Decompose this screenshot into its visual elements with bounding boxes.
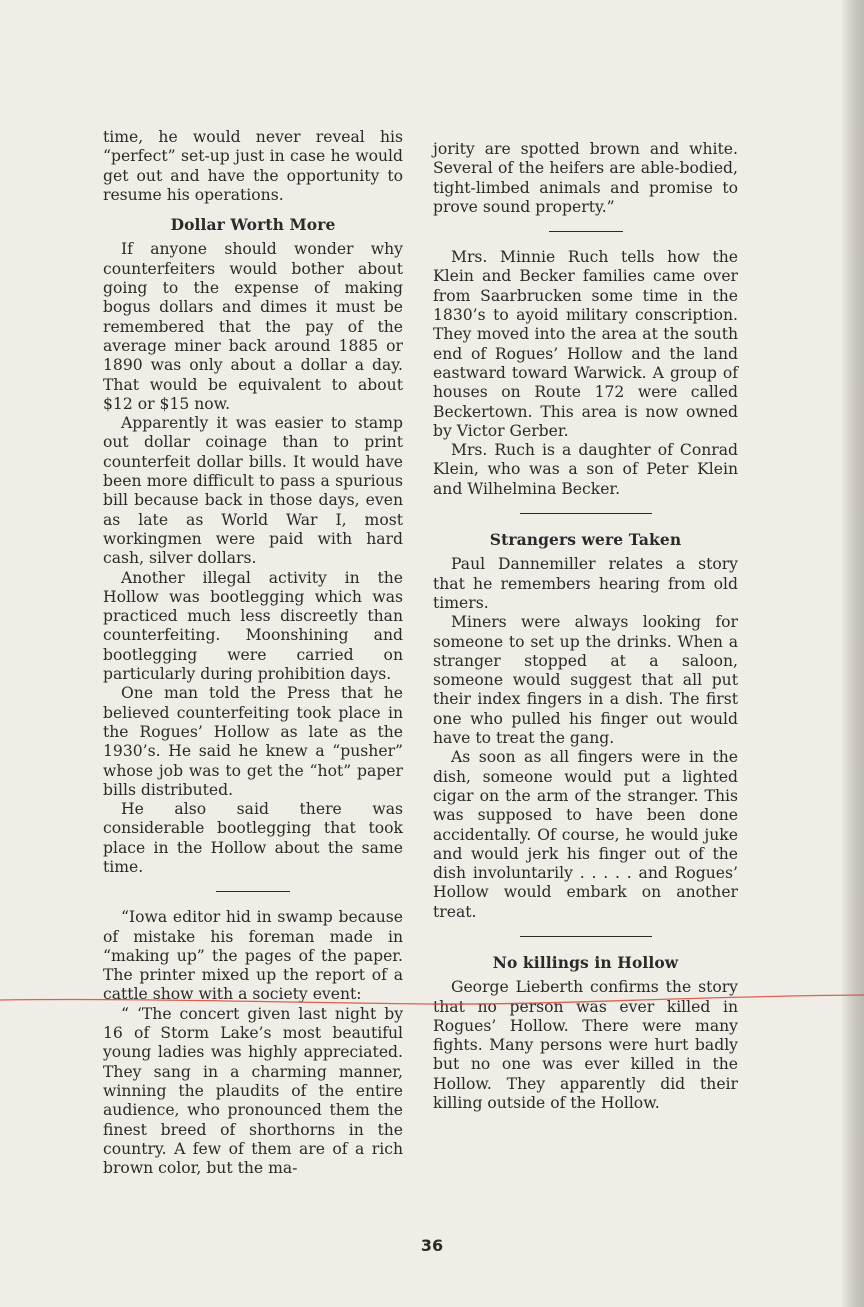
dollar-paragraph: If anyone should wonder why counterfeiters would bother about going to the expense of making bogus dollars and dimes it must be remembered that the pay of the average miner back around 1885 or 1890 was only about a dollar a day. That would be equivalent to about $12 or $15 now. xyxy=(103,240,403,413)
iowa-paragraph: “Iowa editor hid in swamp because of mistake his foreman made in “making up” the pages of the paper. The printer mixed up the report of a cattle show with a society event: xyxy=(103,908,403,1004)
intro-paragraph: time, he would never reveal his “perfect” set-up just in case he would get out and have the opportunity to resume his operations. xyxy=(103,128,403,204)
section-divider xyxy=(216,891,290,892)
section-divider xyxy=(520,936,652,937)
dollar-paragraph: He also said there was considerable bootlegging that took place in the Hollow about the same time. xyxy=(103,800,403,876)
ruch-paragraph: Mrs. Minnie Ruch tells how the Klein and Becker families came over from Saarbrucken some time in the 1830’s to ayoid military conscription. They moved into the area at the south end of Rogues’ Hollow and the land eastward toward Warwick. A group of houses on Route 172 were called Beckertown. This area is now owned by Victor Gerber. xyxy=(433,248,738,440)
iowa-editor-quote xyxy=(103,908,403,1178)
continuation-paragraph: jority are spotted brown and white. Several of the heifers are able-bodied, tight-limbed animals and promise to prove sound property.” xyxy=(433,140,738,216)
strangers-paragraph: As soon as all fingers were in the dish, someone would put a lighted cigar on the arm of the stranger. This was supposed to have been done accidentally. Of course, he would juke and would jerk his finger out of the dish involuntarily . . . . . and Rogues’ Hollow would embark on another treat. xyxy=(433,748,738,921)
right-column xyxy=(433,140,738,1113)
left-column xyxy=(103,128,403,1178)
dollar-paragraph: Apparently it was easier to stamp out dollar coinage than to print counterfeit dollar bills. It would have been more difficult to pass a spurious bill because back in those days, even as late as World War I, most workingmen were paid with hard cash, silver dollars. xyxy=(103,414,403,568)
heading-no-killings: No killings in Hollow xyxy=(492,952,679,972)
page-number: 36 xyxy=(420,1236,444,1255)
iowa-paragraph: “ ‘The concert given last night by 16 of Storm Lake’s most beautiful young ladies was highly appreciated. They sang in a charming manner, winning the plaudits of the entire audience, who pronounced them the finest breed of shorthorns in the country. A few of them are of a rich brown color, but the ma- xyxy=(103,1004,403,1178)
dollar-paragraph: Another illegal activity in the Hollow was bootlegging which was practiced much less discreetly than counterfeiting. Moonshining and bootlegging were carried on particularly during prohibition days. xyxy=(103,568,403,684)
strangers-paragraph: Miners were always looking for someone to set up the drinks. When a stranger stopped at a saloon, someone would suggest that all put their index fingers in a dish. The first one who pulled his finger out would have to treat the gang. xyxy=(433,613,738,748)
strangers-paragraph: Paul Dannemiller relates a story that he remembers hearing from old timers. xyxy=(433,555,738,612)
page-edge-shadow xyxy=(842,0,864,1307)
ruch-paragraph: Mrs. Ruch is a daughter of Conrad Klein, who was a son of Peter Klein and Wilhelmina Becker. xyxy=(433,441,738,498)
section-divider xyxy=(549,231,623,232)
killings-paragraph: George Lieberth confirms the story that no person was ever killed in Rogues’ Hollow. There were many fights. Many persons were hurt badly but no one was ever killed in the Hollow. They apparently did their killing outside of the Hollow. xyxy=(433,978,738,1113)
dollar-paragraph: One man told the Press that he believed counterfeiting took place in the Rogues’ Hollow as late as the 1930’s. He said he knew a “pusher” whose job was to get the “hot” paper bills distributed. xyxy=(103,684,403,799)
heading-strangers-were-taken: Strangers were Taken xyxy=(489,530,682,550)
section-divider xyxy=(520,513,652,514)
heading-dollar-worth-more: Dollar Worth More xyxy=(170,215,336,235)
